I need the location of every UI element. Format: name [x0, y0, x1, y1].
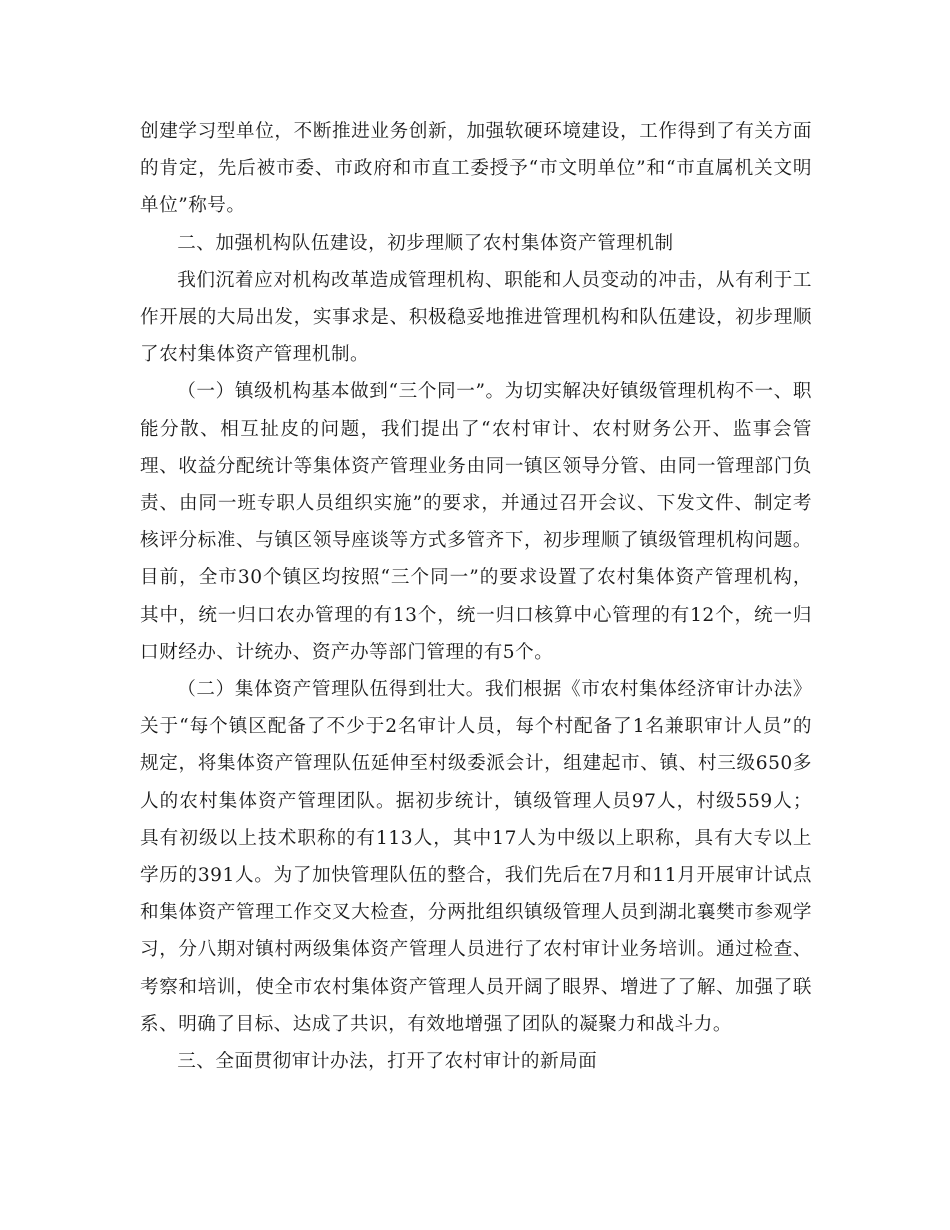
paragraph-subsection-2: （二）集体资产管理队伍得到壮大。我们根据《市农村集体经济审计办法》关于“每个镇区配备了不少于2名审计人员，每个村配备了1名兼职审计人员”的规定，将集体资产管理队伍延伸至村级委派会计，组建起市、镇、村三级650多人的农村集体资产管理团队。据初步统计，镇级管理人员97人，村级559人；具有初级以上技术职称的有113人，其中17人为中级以上职称，具有大专以上学历的391人。为了加快管理队伍的整合，我们先后在7月和11月开展审计试点和集体资产管理工作交叉大检查，分两批组织镇级管理人员到湖北襄樊市参观学习，分八期对镇村两级集体资产管理人员进行了农村审计业务培训。通过检查、考察和培训，使全市农村集体资产管理人员开阔了眼界、增进了了解、加强了联系、明确了目标、达成了共识，有效地增强了团队的凝聚力和战斗力。 [140, 679, 812, 1035]
section-heading-2: 二、加强机构队伍建设，初步理顺了农村集体资产管理机制 [177, 232, 674, 254]
document-body [140, 113, 812, 1080]
section-heading-3: 三、全面贯彻审计办法，打开了农村审计的新局面 [177, 1051, 598, 1073]
paragraph-subsection-1: （一）镇级机构基本做到“三个同一”。为切实解决好镇级管理机构不一、职能分散、相互扯皮的问题，我们提出了“农村审计、农村财务公开、监事会管理、收益分配统计等集体资产管理业务由同一镇区领导分管、由同一管理部门负责、由同一班专职人员组织实施”的要求，并通过召开会议、下发文件、制定考核评分标准、与镇区领导座谈等方式多管齐下，初步理顺了镇级管理机构问题。目前，全市30个镇区均按照“三个同一”的要求设置了农村集体资产管理机构，其中，统一归口农办管理的有13个，统一归口核算中心管理的有12个，统一归口财经办、计统办、资产办等部门管理的有5个。 [140, 381, 812, 663]
paragraph-intro: 我们沉着应对机构改革造成管理机构、职能和人员变动的冲击，从有利于工作开展的大局出发，实事求是、积极稳妥地推进管理机构和队伍建设，初步理顺了农村集体资产管理机制。 [140, 269, 812, 366]
paragraph-continuation: 创建学习型单位，不断推进业务创新，加强软硬环境建设，工作得到了有关方面的肯定，先后被市委、市政府和市直工委授予“市文明单位”和“市直属机关文明单位”称号。 [140, 121, 812, 217]
